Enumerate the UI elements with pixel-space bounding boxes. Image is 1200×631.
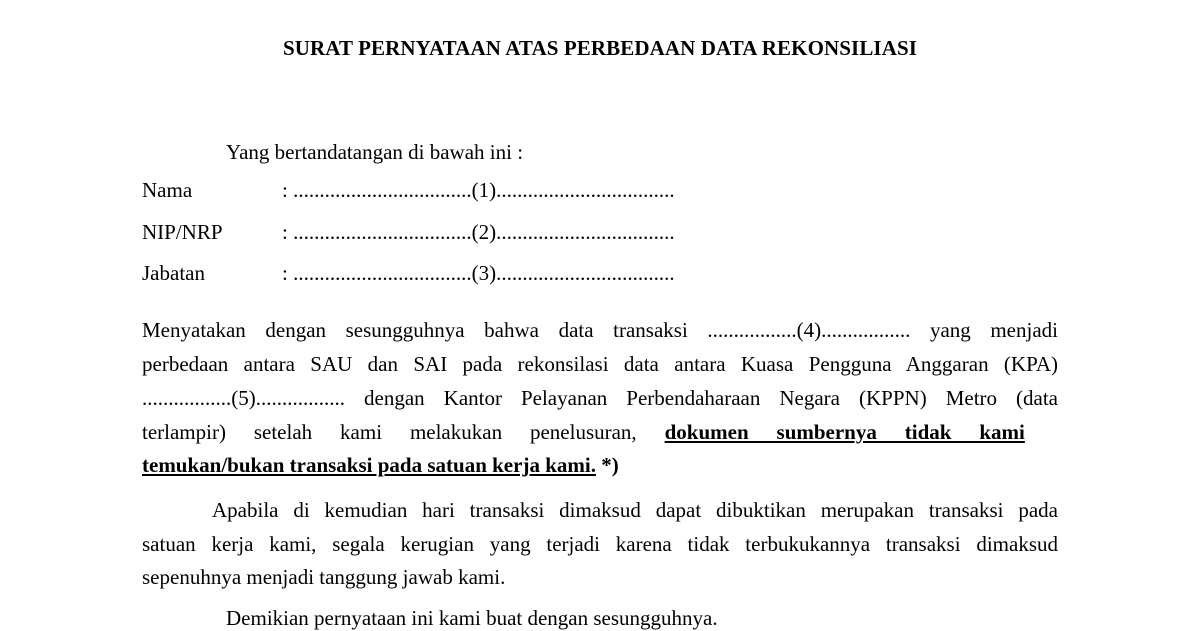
paragraph1-line1: Menyatakan dengan sesungguhnya bahwa data transaksi .................(4)................. yang menjadi <box>142 318 1058 342</box>
closing-statement: Demikian pernyataan ini kami buat dengan sesungguhnya. <box>226 606 718 630</box>
document-title: SURAT PERNYATAAN ATAS PERBEDAAN DATA REKONSILIASI <box>282 36 918 60</box>
paragraph2-line2: satuan kerja kami, segala kerugian yang terjadi karena tidak terbukukannya transaksi dimaksud <box>142 532 1058 556</box>
paragraph1-line4 <box>142 418 1058 446</box>
paragraph1-line4-plain: terlampir) setelah kami melakukan penelusuran, <box>142 420 637 444</box>
paragraph1-line5 <box>142 451 1058 479</box>
paragraph2-line3: sepenuhnya menjadi tanggung jawab kami. <box>142 565 506 589</box>
emphasis-statement-part2: temukan/bukan transaksi pada satuan kerja kami. <box>142 453 596 477</box>
paragraph1-line3: .................(5)................. dengan Kantor Pelayanan Perbendaharaan Negara (KPPN) Metro (data <box>142 386 1058 410</box>
field-value-nama: : ..................................(1).................................. <box>282 178 675 202</box>
field-label-nama: Nama <box>142 178 193 202</box>
intro-text: Yang bertandatangan di bawah ini : <box>226 140 524 164</box>
paragraph1-line2: perbedaan antara SAU dan SAI pada rekonsilasi data antara Kuasa Pengguna Anggaran (KPA) <box>142 352 1058 376</box>
field-label-nip: NIP/NRP <box>142 220 223 244</box>
field-value-jabatan: : ..................................(3).................................. <box>282 261 675 285</box>
paragraph2-line1: Apabila di kemudian hari transaksi dimaksud dapat dibuktikan merupakan transaksi pada <box>212 498 1058 522</box>
footnote-mark: *) <box>601 453 619 477</box>
field-value-nip: : ..................................(2).................................. <box>282 220 675 244</box>
emphasis-statement-part1: dokumen sumbernya tidak kami <box>664 420 1025 444</box>
field-label-jabatan: Jabatan <box>142 261 205 285</box>
